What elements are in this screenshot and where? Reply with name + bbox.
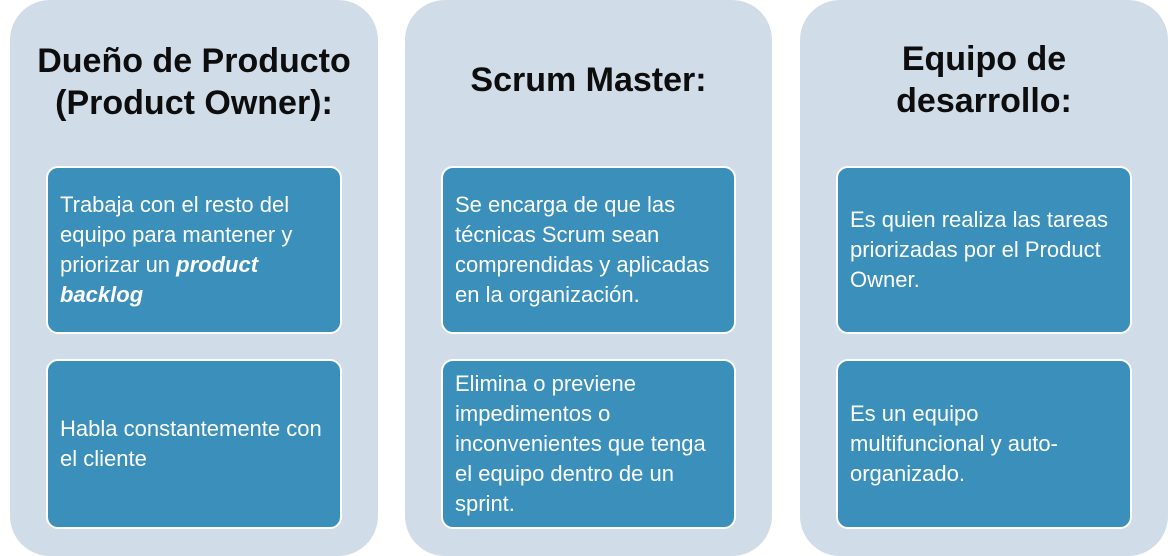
product-owner-card-client-text: Habla constantemente con el cliente (60, 416, 322, 471)
dev-team-title-line2: desarrollo: (896, 82, 1072, 120)
product-owner-title-line2: (Product Owner): (55, 84, 333, 122)
product-owner-column (10, 0, 378, 556)
product-owner-card-backlog (46, 166, 342, 334)
scrum-master-title (405, 0, 772, 160)
product-owner-title-line1: Dueño de Producto (37, 42, 351, 80)
scrum-master-card-impediments-text: Elimina o previene impedimentos o inconvenientes que tenga el equipo dentro de un sprint. (455, 371, 706, 516)
dev-team-title (800, 0, 1168, 160)
dev-team-card-crossfunctional (836, 359, 1132, 529)
product-backlog-emphasis: product backlog (60, 252, 259, 307)
product-owner-card-backlog-text: Trabaja con el resto del equipo para mantener y priorizar un (60, 192, 293, 277)
product-owner-card-client (46, 359, 342, 529)
scrum-master-card-techniques-text: Se encarga de que las técnicas Scrum sean comprendidas y aplicadas en la organización. (455, 192, 710, 307)
dev-team-column (800, 0, 1168, 556)
scrum-master-title-line1: Scrum Master: (470, 61, 707, 99)
product-owner-title (10, 0, 378, 160)
dev-team-card-tasks (836, 166, 1132, 334)
scrum-master-card-impediments (441, 359, 736, 529)
scrum-master-column (405, 0, 772, 556)
dev-team-card-crossfunctional-text: Es un equipo multifuncional y auto-organizado. (850, 401, 1058, 486)
dev-team-title-line1: Equipo de (901, 40, 1067, 78)
scrum-master-card-techniques (441, 166, 736, 334)
dev-team-card-tasks-text: Es quien realiza las tareas priorizadas por el Product Owner. (850, 207, 1109, 292)
